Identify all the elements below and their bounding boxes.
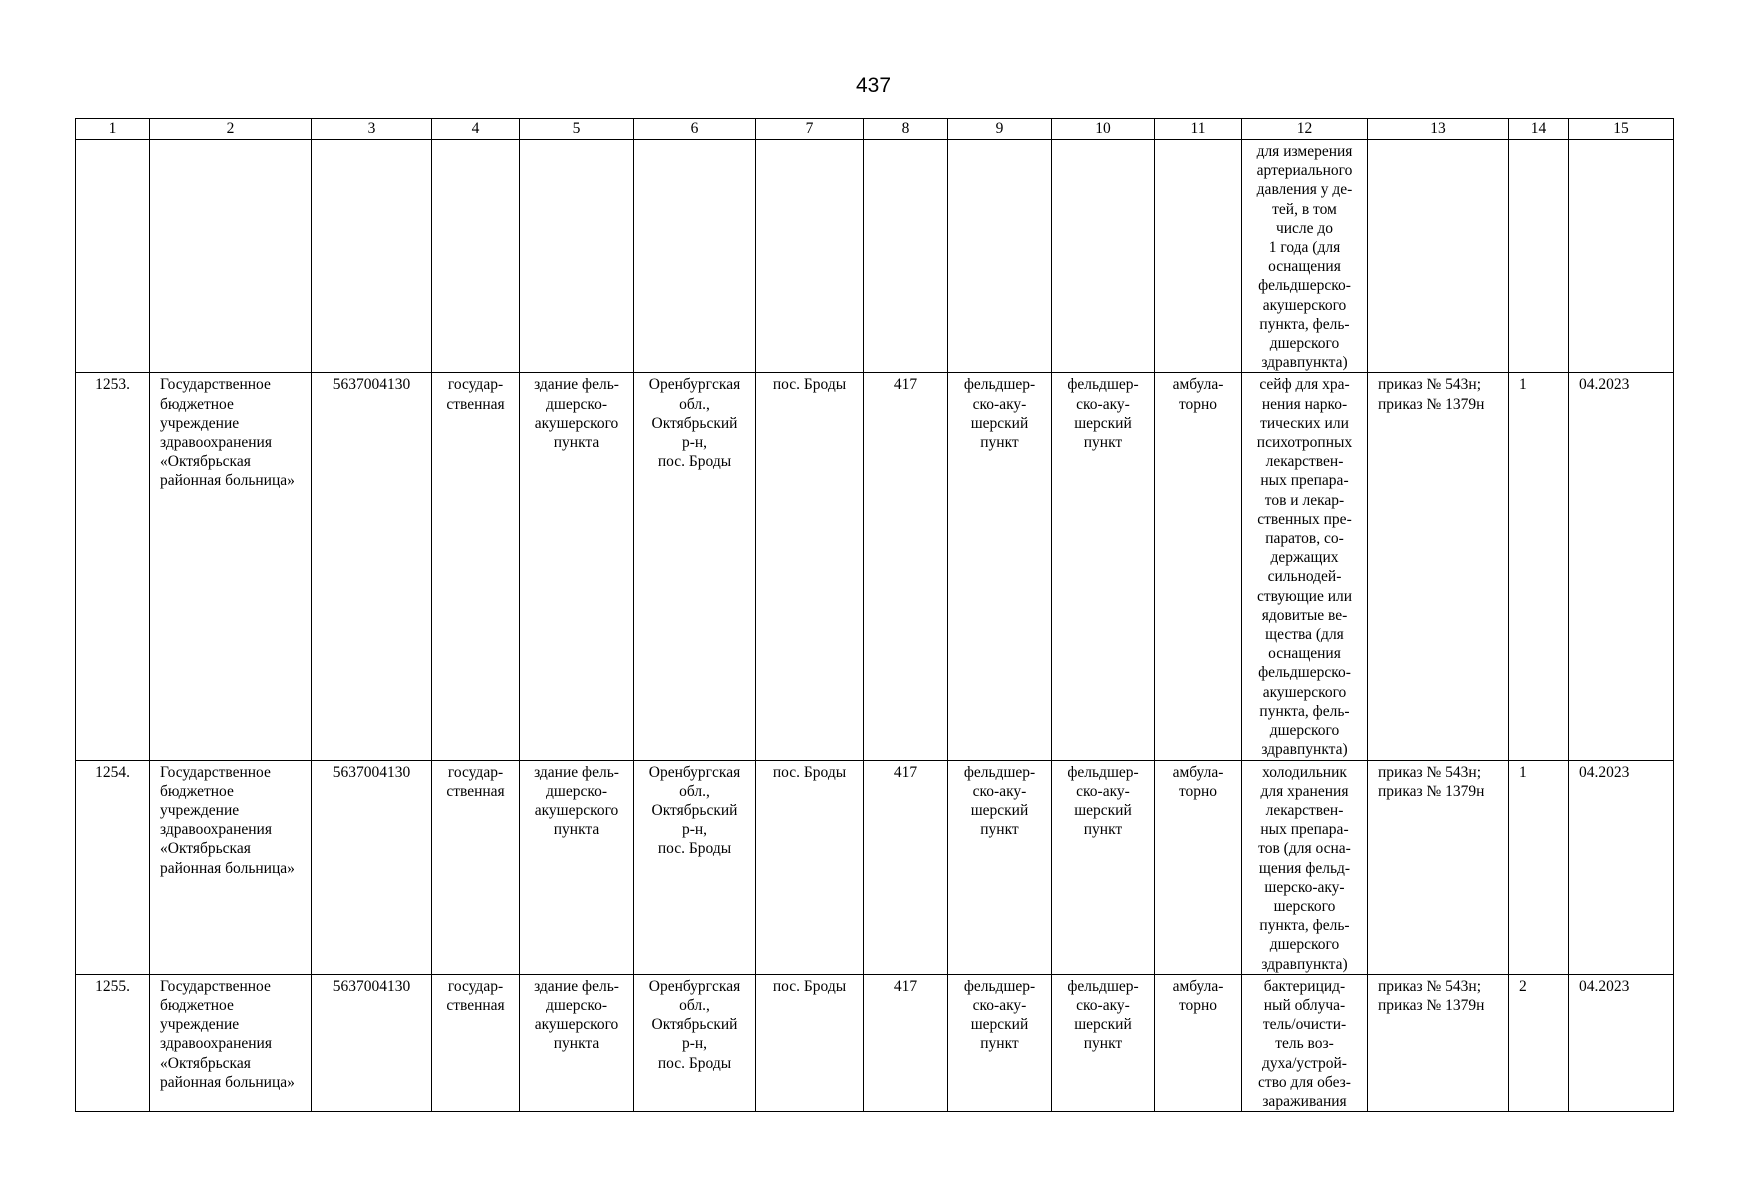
settlement: пос. Броды (756, 760, 864, 974)
column-header: 13 (1368, 119, 1509, 140)
order-reference: приказ № 543н; приказ № 1379н (1368, 760, 1509, 974)
continuation-row (76, 140, 1674, 373)
table-cell (864, 140, 948, 373)
settlement: пос. Броды (756, 974, 864, 1111)
unit-type: фельдшер- ско-аку- шерский пункт (1052, 373, 1155, 760)
population: 417 (864, 373, 948, 760)
column-header: 9 (948, 119, 1052, 140)
column-header: 1 (76, 119, 150, 140)
column-header: 12 (1242, 119, 1368, 140)
table-cell (1155, 140, 1242, 373)
facility-type: фельдшер- ско-аку- шерский пункт (948, 974, 1052, 1111)
ownership: государ- ственная (432, 974, 520, 1111)
ownership: государ- ственная (432, 373, 520, 760)
building: здание фель- дшерско- акушерского пункта (520, 373, 634, 760)
quantity: 1 (1509, 373, 1569, 760)
organization-name: Государственное бюджетное учреждение здравоохранения «Октябрьская районная больница» (150, 974, 312, 1111)
ownership: государ- ственная (432, 760, 520, 974)
column-header: 4 (432, 119, 520, 140)
inn: 5637004130 (312, 373, 432, 760)
settlement: пос. Броды (756, 373, 864, 760)
facility-type: фельдшер- ско-аку- шерский пункт (948, 760, 1052, 974)
table-cell (634, 140, 756, 373)
order-reference: приказ № 543н; приказ № 1379н (1368, 974, 1509, 1111)
population: 417 (864, 760, 948, 974)
table-cell (520, 140, 634, 373)
equipment-cell: холодильник для хранения лекарствен- ных препара- тов (для осна- щения фельд- шерско-аку- шерского пункта, фель- дшерского здравпункта) (1242, 760, 1368, 974)
column-header: 2 (150, 119, 312, 140)
table-cell (76, 140, 150, 373)
organization-name: Государственное бюджетное учреждение здравоохранения «Октябрьская районная больница» (150, 760, 312, 974)
unit-type: фельдшер- ско-аку- шерский пункт (1052, 974, 1155, 1111)
address: Оренбургская обл., Октябрьский р-н, пос. Броды (634, 760, 756, 974)
order-reference: приказ № 543н; приказ № 1379н (1368, 373, 1509, 760)
column-header: 8 (864, 119, 948, 140)
care-form: амбула- торно (1155, 760, 1242, 974)
table-row (76, 373, 1674, 760)
table-cell (948, 140, 1052, 373)
register-table (75, 118, 1674, 1112)
column-header: 3 (312, 119, 432, 140)
date: 04.2023 (1569, 974, 1674, 1111)
column-header: 15 (1569, 119, 1674, 140)
table-row (76, 760, 1674, 974)
table-cell (1368, 140, 1509, 373)
column-header: 10 (1052, 119, 1155, 140)
header-row (76, 119, 1674, 140)
column-header: 11 (1155, 119, 1242, 140)
quantity: 2 (1509, 974, 1569, 1111)
table-cell (1569, 140, 1674, 373)
column-header: 14 (1509, 119, 1569, 140)
equipment-cell: для измерения артериального давления у де- тей, в том числе до 1 года (для оснащения фельдшерско- акушерского пункта, фель- дшерского здравпункта) (1242, 140, 1368, 373)
facility-type: фельдшер- ско-аку- шерский пункт (948, 373, 1052, 760)
equipment-cell: бактерицид- ный облуча- тель/очисти- тель воз- духа/устрой- ство для обез- зараживания (1242, 974, 1368, 1111)
building: здание фель- дшерско- акушерского пункта (520, 760, 634, 974)
care-form: амбула- торно (1155, 373, 1242, 760)
table-cell (312, 140, 432, 373)
address: Оренбургская обл., Октябрьский р-н, пос. Броды (634, 373, 756, 760)
table-cell (1509, 140, 1569, 373)
row-number: 1255. (76, 974, 150, 1111)
equipment-cell: сейф для хра- нения нарко- тических или психотропных лекарствен- ных препара- тов и лекар- ственных пре- паратов, со- держащих сильнодей- ствующие или ядовитые ве- щества (для оснащения фельдшерско- акушерского пункта, фель- дшерского здравпункта) (1242, 373, 1368, 760)
table-cell (1052, 140, 1155, 373)
address: Оренбургская обл., Октябрьский р-н, пос. Броды (634, 974, 756, 1111)
row-number: 1253. (76, 373, 150, 760)
quantity: 1 (1509, 760, 1569, 974)
row-number: 1254. (76, 760, 150, 974)
column-header: 7 (756, 119, 864, 140)
table-row (76, 974, 1674, 1111)
inn: 5637004130 (312, 974, 432, 1111)
population: 417 (864, 974, 948, 1111)
table-cell (756, 140, 864, 373)
page-number: 437 (855, 74, 892, 97)
date: 04.2023 (1569, 373, 1674, 760)
building: здание фель- дшерско- акушерского пункта (520, 974, 634, 1111)
care-form: амбула- торно (1155, 974, 1242, 1111)
table-cell (432, 140, 520, 373)
inn: 5637004130 (312, 760, 432, 974)
unit-type: фельдшер- ско-аку- шерский пункт (1052, 760, 1155, 974)
date: 04.2023 (1569, 760, 1674, 974)
column-header: 5 (520, 119, 634, 140)
organization-name: Государственное бюджетное учреждение здравоохранения «Октябрьская районная больница» (150, 373, 312, 760)
column-header: 6 (634, 119, 756, 140)
table-cell (150, 140, 312, 373)
